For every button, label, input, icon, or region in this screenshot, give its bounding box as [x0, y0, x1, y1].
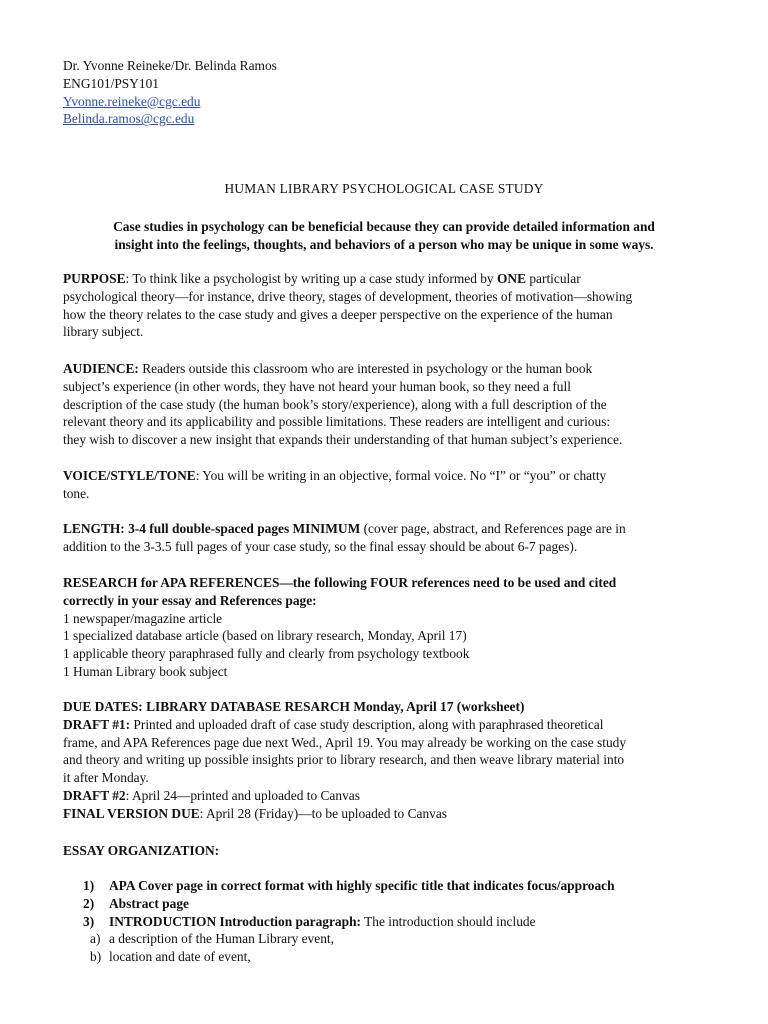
draft1-text: it after Monday.	[63, 770, 149, 786]
length-section	[63, 520, 713, 556]
purpose-text: : To think like a psychologist by writing up a case study informed by	[125, 271, 497, 286]
research-item: 1 Human Library book subject	[63, 663, 228, 679]
draft1-text: frame, and APA References page due next Wed., April 19. You may already be working on the case study	[63, 734, 627, 750]
draft1-text: and theory and writing up possible insights prior to library research, and then weave library material into	[63, 752, 625, 768]
length-text: addition to the 3-3.5 full pages of your case study, so the final essay should be about 6-7 pages).	[63, 538, 578, 554]
organization-list	[83, 877, 615, 966]
audience-text: they wish to discover a new insight that expands their understanding of that human subject’s experience.	[63, 432, 623, 448]
purpose-emphasis: ONE	[496, 271, 527, 286]
purpose-text: how the theory relates to the case study and gives a deeper perspective on the experience of the human	[63, 306, 613, 322]
organization-heading-block	[63, 842, 713, 860]
research-item: 1 applicable theory paraphrased fully and clearly from psychology textbook	[63, 646, 470, 662]
document-title: HUMAN LIBRARY PSYCHOLOGICAL CASE STUDY	[224, 181, 544, 196]
draft1-label: DRAFT #1:	[63, 716, 131, 732]
list-item	[83, 913, 615, 931]
intro-line-1: Case studies in psychology can be beneficial because they can provide detailed information and	[113, 219, 655, 234]
draft1-text: Printed and uploaded draft of case study description, along with paraphrased theoretical	[130, 716, 604, 732]
intro-line-2: insight into the feelings, thoughts, and behaviors of a person who may be unique in some ways.	[114, 236, 654, 252]
audience-text: description of the case study (the human book’s story/experience), along with a full description of the	[63, 396, 607, 412]
due-dates-section	[63, 698, 713, 823]
list-item-text: The introduction should include	[360, 913, 536, 929]
list-item	[83, 877, 615, 895]
sublist-text: a description of the Human Library event,	[109, 931, 334, 947]
purpose-section	[63, 270, 713, 341]
length-label: LENGTH: 3-4 full double-spaced pages MINIMUM	[63, 521, 361, 536]
research-item: 1 newspaper/magazine article	[63, 610, 223, 626]
voice-label: VOICE/STYLE/TONE	[63, 468, 196, 483]
sublist-item	[83, 948, 615, 966]
audience-label: AUDIENCE:	[63, 361, 139, 376]
research-heading: RESEARCH for APA REFERENCES—the following FOUR references need to be used and cited	[63, 575, 617, 590]
draft2-text: : April 24—printed and uploaded to Canvas	[125, 787, 360, 803]
audience-text: relevant theory and its applicability and possible limitations. These readers are intelligent and curious:	[63, 414, 611, 430]
course-line: ENG101/PSY101	[63, 75, 159, 91]
instructors-line: Dr. Yvonne Reineke/Dr. Belinda Ramos	[63, 58, 277, 73]
organization-heading: ESSAY ORGANIZATION:	[63, 843, 220, 858]
final-version-text: : April 28 (Friday)—to be uploaded to Canvas	[199, 805, 447, 821]
voice-text: : You will be writing in an objective, formal voice. No “I” or “you” or chatty	[195, 468, 607, 483]
due-dates-heading: DUE DATES: LIBRARY DATABASE RESARCH Monday, April 17 (worksheet)	[63, 699, 525, 714]
intro-statement	[0, 218, 768, 254]
purpose-text: psychological theory—for instance, drive theory, stages of development, theories of motivation—showing	[63, 288, 633, 304]
sublist-item	[83, 930, 615, 948]
final-version-label: FINAL VERSION DUE	[63, 805, 200, 821]
voice-text: tone.	[63, 485, 90, 501]
audience-section	[63, 360, 713, 449]
list-item-heading: APA Cover page in correct format with highly specific title that indicates focus/approach	[109, 878, 615, 893]
email-link-ramos[interactable]: Belinda.ramos@cgc.edu	[63, 111, 195, 127]
length-text: (cover page, abstract, and References page are in	[360, 521, 626, 536]
voice-section	[63, 467, 713, 503]
purpose-text: particular	[526, 271, 581, 286]
research-item: 1 specialized database article (based on library research, Monday, April 17)	[63, 628, 467, 644]
list-number: 1)	[83, 878, 95, 893]
list-item-heading: INTRODUCTION Introduction paragraph:	[109, 913, 361, 929]
sublist-text: location and date of event,	[109, 949, 251, 965]
sublist-letter: b)	[90, 949, 102, 965]
purpose-text: library subject.	[63, 324, 144, 340]
list-item-heading: Abstract page	[109, 895, 189, 911]
purpose-label: PURPOSE	[63, 271, 126, 286]
list-number: 3)	[83, 913, 95, 929]
sublist-letter: a)	[90, 931, 101, 947]
list-item	[83, 895, 615, 913]
draft2-label: DRAFT #2	[63, 787, 126, 803]
research-heading: correctly in your essay and References page:	[63, 592, 317, 608]
list-number: 2)	[83, 895, 95, 911]
audience-text: Readers outside this classroom who are interested in psychology or the human book	[138, 361, 593, 376]
audience-text: subject’s experience (in other words, they have not heard your human book, so they need a full	[63, 378, 571, 394]
email-link-reineke[interactable]: Yvonne.reineke@cgc.edu	[63, 93, 201, 109]
research-section	[63, 574, 713, 681]
header-block	[63, 57, 277, 128]
